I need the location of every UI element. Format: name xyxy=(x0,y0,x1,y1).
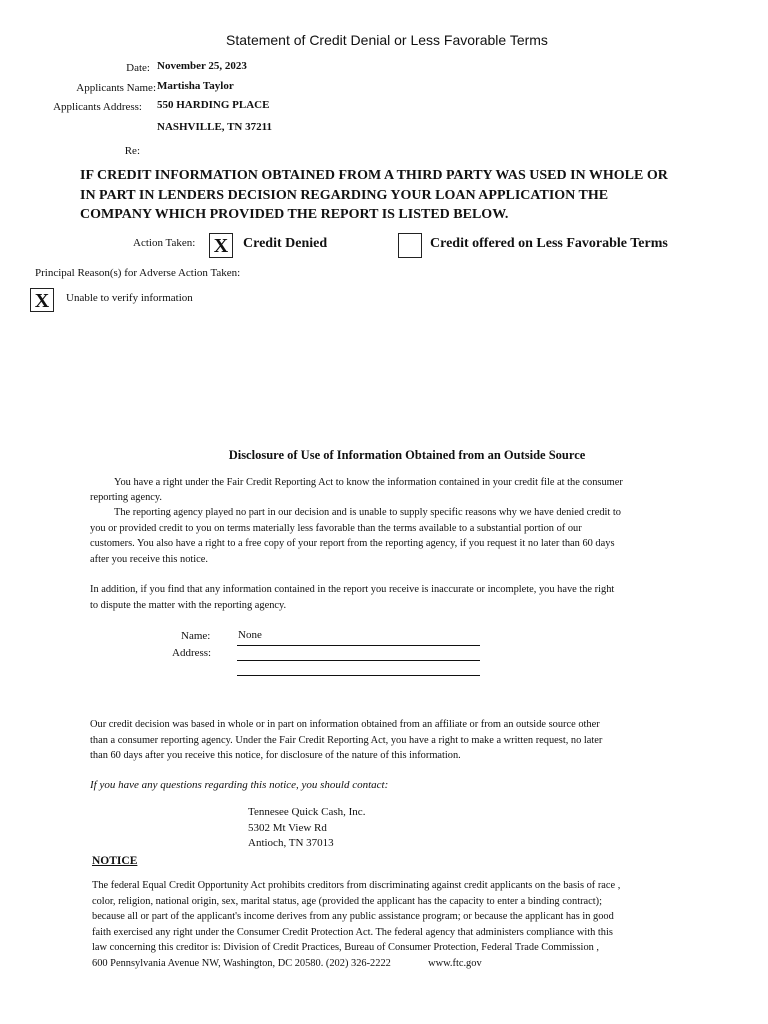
notice-line: law concerning this creditor is: Division of Credit Practices, Bureau of Consumer Protection, Federal Trade Commission , xyxy=(92,942,600,953)
date-label: Date: xyxy=(126,62,150,74)
credit-denied-label: Credit Denied xyxy=(243,236,328,251)
agency-name-label: Name: xyxy=(181,630,211,642)
applicant-address-line2: NASHVILLE, TN 37211 xyxy=(157,121,273,133)
notice-line: faith exercised any right under the Consumer Credit Protection Act. The federal agency that administers compliance with this xyxy=(92,926,613,938)
paragraph-text: reporting agency. xyxy=(90,492,163,503)
disclosure-paragraph-2 xyxy=(90,505,670,567)
paragraph-line: than 60 days after you receive this notice, for disclosure of the nature of this information. xyxy=(90,750,461,761)
agency-name-line xyxy=(237,645,480,646)
agency-address-line-2 xyxy=(237,675,480,676)
disclosure-paragraph-1-cont xyxy=(90,490,670,506)
paragraph-line: The reporting agency played no part in our decision and is unable to supply specific reasons why we have denied credit to xyxy=(114,507,621,518)
less-favorable-checkbox[interactable] xyxy=(398,233,422,258)
contact-company: Tennesee Quick Cash, Inc. xyxy=(248,806,366,818)
third-party-notice-line: COMPANY WHICH PROVIDED THE REPORT IS LISTED BELOW. xyxy=(80,207,509,222)
ftc-website-link[interactable]: www.ftc.gov xyxy=(428,957,482,969)
action-taken-label: Action Taken: xyxy=(133,237,196,249)
contact-prompt: If you have any questions regarding this notice, you should contact: xyxy=(90,779,389,791)
paragraph-text: You have a right under the Fair Credit Reporting Act to know the information contained in your credit file at the consumer xyxy=(114,477,623,488)
disclosure-paragraph-1 xyxy=(90,475,670,491)
reason-text: Unable to verify information xyxy=(66,292,193,304)
notice-agency-address: 600 Pennsylvania Avenue NW, Washington, DC 20580. (202) 326-2222 xyxy=(92,957,391,969)
contact-city: Antioch, TN 37013 xyxy=(248,837,334,849)
contact-address xyxy=(248,805,365,852)
applicant-name-value: Martisha Taylor xyxy=(157,80,234,92)
paragraph-line: customers. You also have a right to a free copy of your report from the reporting agency, if you request it no later than 60 days xyxy=(90,538,615,549)
third-party-notice xyxy=(80,166,700,225)
contact-street: 5302 Mt View Rd xyxy=(248,821,327,834)
agency-address-label: Address: xyxy=(172,647,212,659)
paragraph-line: than a consumer reporting agency. Under the Fair Credit Reporting Act, you have a right to make a written request, no later xyxy=(90,734,603,746)
notice-line xyxy=(92,956,682,972)
paragraph-line: In addition, if you find that any information contained in the report you receive is inaccurate or incomplete, you have the right xyxy=(90,584,615,595)
paragraph-line: Our credit decision was based in whole or in part on information obtained from an affiliate or from an outside source other xyxy=(90,719,600,730)
notice-body xyxy=(92,878,682,971)
paragraph-line: you or provided credit to you on terms materially less favorable than the terms available to a substantial portion of our xyxy=(90,522,582,534)
disclosure-paragraph-3 xyxy=(90,582,670,613)
credit-denied-checkbox[interactable]: X xyxy=(209,233,233,258)
applicant-address-label: Applicants Address: xyxy=(53,101,142,113)
paragraph-line: after you receive this notice. xyxy=(90,553,208,565)
reason-checkbox[interactable]: X xyxy=(30,288,54,312)
applicant-address-line1: 550 HARDING PLACE xyxy=(157,99,270,111)
third-party-notice-line: IF CREDIT INFORMATION OBTAINED FROM A THIRD PARTY WAS USED IN WHOLE OR xyxy=(80,168,668,183)
re-label: Re: xyxy=(124,145,140,157)
agency-name-value: None xyxy=(238,629,262,641)
date-value: November 25, 2023 xyxy=(157,60,247,72)
third-party-notice-line: IN PART IN LENDERS DECISION REGARDING YOUR LOAN APPLICATION THE xyxy=(80,187,609,203)
disclosure-title: Disclosure of Use of Information Obtained from an Outside Source xyxy=(228,448,586,462)
agency-address-line-1 xyxy=(237,660,480,661)
affiliate-paragraph xyxy=(90,717,670,764)
reasons-label: Principal Reason(s) for Adverse Action Taken: xyxy=(35,267,241,279)
applicant-name-label: Applicants Name: xyxy=(76,82,156,94)
notice-line: The federal Equal Credit Opportunity Act prohibits creditors from discriminating against credit applicants on the basis of race , xyxy=(92,880,621,891)
notice-line: color, religion, national origin, sex, marital status, age (provided the applicant has the capacity to enter a binding contract); xyxy=(92,895,602,907)
notice-line: because all or part of the applicant's income derives from any public assistance program; or because the applicant has in good xyxy=(92,911,614,922)
page-title: Statement of Credit Denial or Less Favorable Terms xyxy=(226,32,548,48)
notice-heading: NOTICE xyxy=(92,855,138,867)
less-favorable-label: Credit offered on Less Favorable Terms xyxy=(430,236,668,251)
paragraph-line: to dispute the matter with the reporting agency. xyxy=(90,599,287,611)
